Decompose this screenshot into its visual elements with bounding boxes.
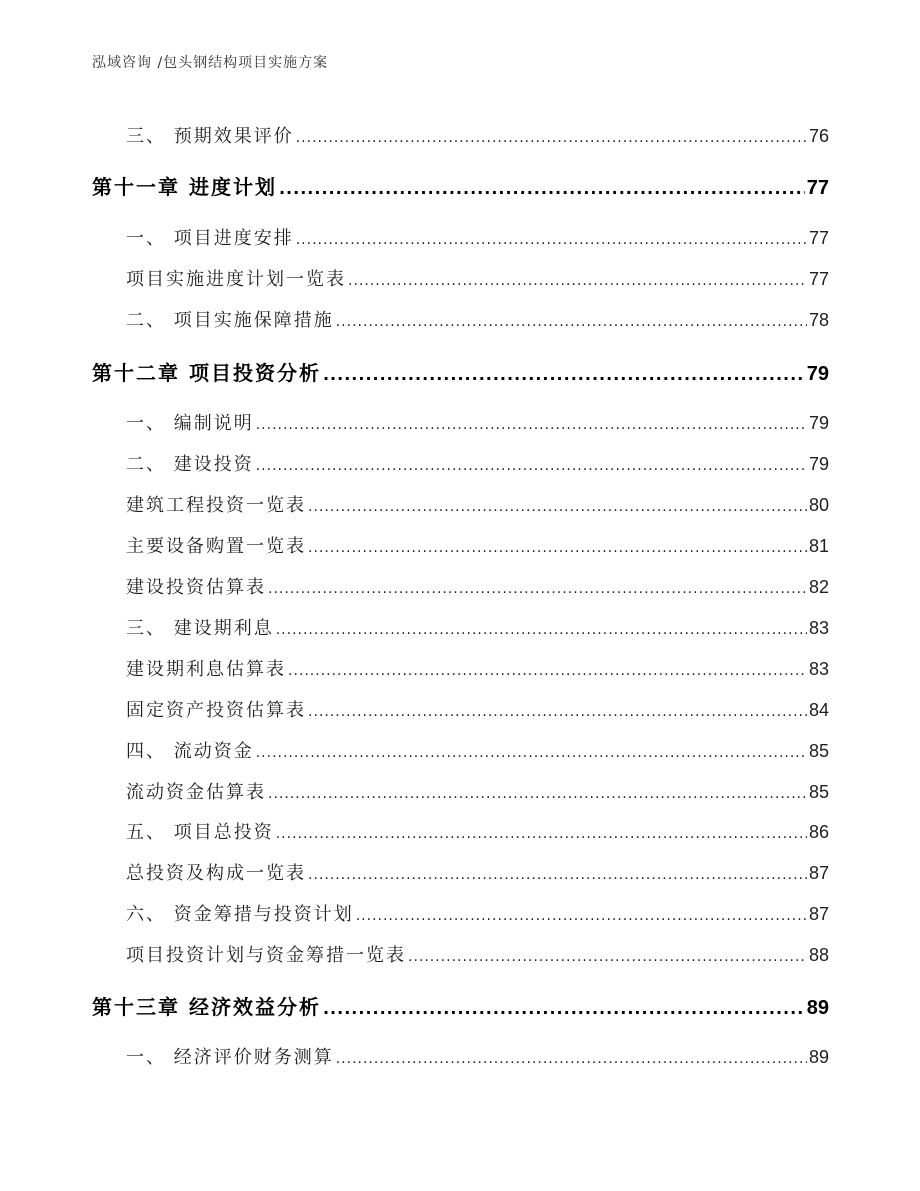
toc-entry-label: 一、 项目进度安排 [126,228,294,249]
toc-entry-label: 二、 项目实施保障措施 [126,310,334,331]
toc-entry-page: 86 [808,822,829,842]
toc-entry-label: 建筑工程投资一览表 [126,495,306,516]
toc-entry[interactable] [92,265,829,295]
toc-entry-page: 81 [808,536,829,556]
toc-entry[interactable] [92,573,829,603]
toc-entry-label: 五、 项目总投资 [126,822,274,843]
toc-entry-page: 87 [808,904,829,924]
toc-entry[interactable] [92,224,829,254]
toc-leader-dots [268,786,807,802]
toc-entry[interactable] [92,859,829,889]
toc-entry[interactable] [92,1043,829,1073]
toc-chapter-label: 第十三章 经济效益分析 [92,995,321,1019]
toc-leader-dots [276,826,807,842]
toc-chapter-label: 第十一章 进度计划 [92,175,277,199]
toc-entry-page: 77 [808,269,829,289]
toc-entry[interactable] [92,737,829,767]
toc-leader-dots [356,908,807,924]
toc-entry[interactable] [92,306,829,336]
toc-leader-dots [279,179,805,198]
toc-entry-page: 85 [808,782,829,802]
toc-entry-page: 84 [808,700,829,720]
toc-entry-label: 一、 经济评价财务测算 [126,1047,334,1068]
toc-leader-dots [256,745,807,761]
toc-entry[interactable] [92,778,829,808]
toc-leader-dots [308,540,807,556]
toc-entry-page: 83 [808,659,829,679]
toc-entry[interactable] [92,450,829,480]
toc-leader-dots [296,232,807,248]
toc-leader-dots [296,130,807,146]
toc-leader-dots [308,867,807,883]
toc-leader-dots [408,949,807,965]
toc-leader-dots [308,499,807,515]
toc-entry-label: 一、 编制说明 [126,413,254,434]
toc-entry[interactable] [92,491,829,521]
header-divider [92,78,828,79]
toc-entry[interactable] [92,409,829,439]
toc-entry-label: 建设期利息估算表 [126,659,286,680]
toc-chapter-entry[interactable] [92,991,829,1021]
toc-chapter-label: 第十二章 项目投资分析 [92,361,321,385]
toc-entry-label: 固定资产投资估算表 [126,700,306,721]
toc-entry[interactable] [92,696,829,726]
page-header: 泓域咨询 /包头钢结构项目实施方案 [92,55,329,71]
toc-entry-label: 流动资金估算表 [126,782,266,803]
toc-chapter-page: 77 [806,177,829,199]
toc-entry-label: 项目实施进度计划一览表 [126,269,346,290]
toc-entry-page: 80 [808,495,829,515]
toc-leader-dots [256,417,807,433]
toc-entry[interactable] [92,532,829,562]
toc-entry-page: 76 [808,126,829,146]
toc-chapter-page: 89 [806,997,829,1019]
toc-entry-page: 89 [808,1047,829,1067]
toc-entry-label: 二、 建设投资 [126,454,254,475]
toc-entry-page: 79 [808,454,829,474]
toc-entry-label: 主要设备购置一览表 [126,536,306,557]
toc-entry-page: 79 [808,413,829,433]
toc-leader-dots [268,581,807,597]
toc-entry[interactable] [92,818,829,848]
toc-entry-label: 三、 预期效果评价 [126,126,294,147]
toc-entry-page: 83 [808,618,829,638]
toc-entry-label: 六、 资金筹措与投资计划 [126,904,354,925]
toc-leader-dots [336,1051,807,1067]
toc-entry-label: 四、 流动资金 [126,741,254,762]
toc-leader-dots [336,314,807,330]
toc-leader-dots [288,663,807,679]
toc-entry[interactable] [92,900,829,930]
toc-chapter-entry[interactable] [92,357,829,387]
toc-entry-label: 总投资及构成一览表 [126,863,306,884]
toc-entry-page: 87 [808,863,829,883]
toc-chapter-entry[interactable] [92,171,829,201]
toc-leader-dots [323,365,805,384]
toc-entry-label: 三、 建设期利息 [126,618,274,639]
toc-leader-dots [308,704,807,720]
toc-entry[interactable] [92,122,829,152]
toc-entry[interactable] [92,614,829,644]
toc-leader-dots [256,458,807,474]
toc-entry-page: 82 [808,577,829,597]
toc-entry[interactable] [92,655,829,685]
toc-entry-label: 建设投资估算表 [126,577,266,598]
toc-leader-dots [348,273,807,289]
toc-leader-dots [323,999,805,1018]
toc-entry-page: 77 [808,228,829,248]
toc-entry-page: 88 [808,945,829,965]
toc-entry-label: 项目投资计划与资金筹措一览表 [126,945,406,966]
toc-leader-dots [276,622,807,638]
toc-entry-page: 85 [808,741,829,761]
toc-entry-page: 78 [808,310,829,330]
toc-entry[interactable] [92,941,829,971]
toc-chapter-page: 79 [806,363,829,385]
